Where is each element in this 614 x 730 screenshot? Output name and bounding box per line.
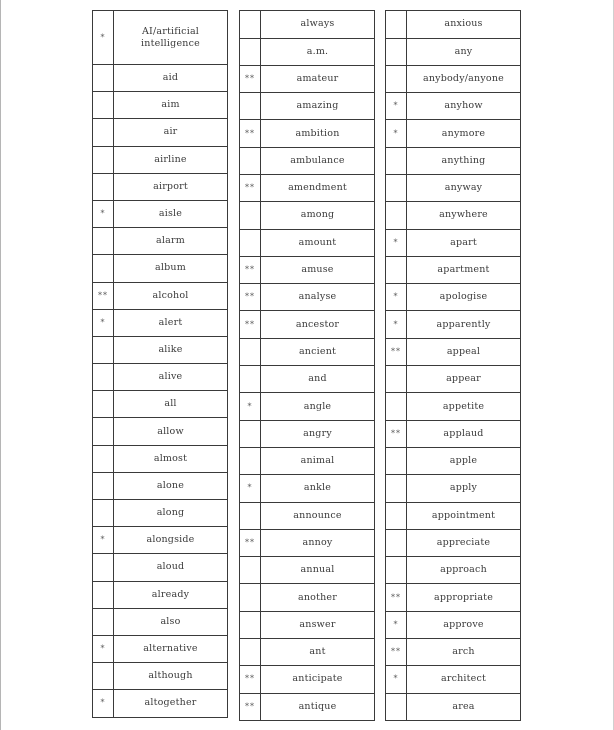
word-cell: already [114, 581, 228, 608]
frequency-mark [386, 11, 407, 39]
frequency-mark: * [93, 11, 114, 65]
word-table-3 [385, 10, 521, 721]
word-row [386, 611, 521, 638]
word-cell: also [114, 608, 228, 635]
word-cell: apply [407, 475, 521, 502]
word-row [386, 338, 521, 365]
frequency-mark [386, 447, 407, 474]
word-row [93, 255, 228, 282]
word-cell: appear [407, 366, 521, 393]
frequency-mark: * [386, 611, 407, 638]
word-cell: ancient [261, 338, 375, 365]
frequency-mark: ** [240, 666, 261, 693]
word-row [93, 663, 228, 690]
word-cell: any [407, 38, 521, 65]
word-cell: apartment [407, 256, 521, 283]
frequency-mark [240, 502, 261, 529]
word-cell: aim [114, 92, 228, 119]
word-cell: applaud [407, 420, 521, 447]
word-cell: announce [261, 502, 375, 529]
word-row [386, 284, 521, 311]
word-cell: aisle [114, 200, 228, 227]
word-row [386, 475, 521, 502]
word-row [240, 202, 375, 229]
frequency-mark [93, 146, 114, 173]
word-cell: annoy [261, 529, 375, 556]
frequency-mark [240, 420, 261, 447]
word-row [240, 666, 375, 693]
frequency-mark [93, 608, 114, 635]
word-cell: AI/artificial intelligence [114, 11, 228, 65]
word-cell: approve [407, 611, 521, 638]
frequency-mark [93, 581, 114, 608]
word-row [240, 529, 375, 556]
word-cell: antique [261, 693, 375, 720]
word-row [386, 693, 521, 720]
word-cell: along [114, 500, 228, 527]
word-cell: appreciate [407, 529, 521, 556]
word-row [93, 173, 228, 200]
word-cell: album [114, 255, 228, 282]
frequency-mark: ** [240, 65, 261, 92]
word-row [386, 38, 521, 65]
word-row [93, 146, 228, 173]
word-cell: alike [114, 336, 228, 363]
word-cell: appointment [407, 502, 521, 529]
word-row [93, 635, 228, 662]
frequency-mark: * [240, 475, 261, 502]
frequency-mark: * [386, 666, 407, 693]
word-cell: amendment [261, 174, 375, 201]
word-row [386, 366, 521, 393]
word-cell: ancestor [261, 311, 375, 338]
word-cell: alert [114, 309, 228, 336]
frequency-mark [93, 391, 114, 418]
word-row [93, 690, 228, 717]
frequency-mark: * [93, 690, 114, 717]
frequency-mark: ** [240, 174, 261, 201]
word-cell: alive [114, 364, 228, 391]
word-row [386, 147, 521, 174]
word-cell: air [114, 119, 228, 146]
word-cell: amazing [261, 93, 375, 120]
word-row [386, 557, 521, 584]
word-cell: apart [407, 229, 521, 256]
frequency-mark: * [386, 311, 407, 338]
frequency-mark [93, 228, 114, 255]
frequency-mark [386, 174, 407, 201]
frequency-mark [93, 336, 114, 363]
word-table-1 [92, 10, 228, 718]
frequency-mark [386, 693, 407, 720]
word-row [386, 393, 521, 420]
word-row [386, 229, 521, 256]
word-cell: angry [261, 420, 375, 447]
frequency-mark [93, 445, 114, 472]
frequency-mark [240, 38, 261, 65]
word-cell: amateur [261, 65, 375, 92]
word-cell: alcohol [114, 282, 228, 309]
word-row [240, 502, 375, 529]
frequency-mark: * [93, 635, 114, 662]
frequency-mark [386, 529, 407, 556]
frequency-mark [386, 393, 407, 420]
word-row [386, 311, 521, 338]
word-cell: almost [114, 445, 228, 472]
word-row [240, 311, 375, 338]
word-cell: alternative [114, 635, 228, 662]
word-cell: alone [114, 472, 228, 499]
frequency-mark [93, 92, 114, 119]
word-cell: analyse [261, 284, 375, 311]
word-cell: apple [407, 447, 521, 474]
word-row [93, 500, 228, 527]
word-row [93, 282, 228, 309]
word-cell: anymore [407, 120, 521, 147]
frequency-mark: ** [386, 584, 407, 611]
frequency-mark [386, 475, 407, 502]
word-row [93, 391, 228, 418]
word-cell: airport [114, 173, 228, 200]
word-cell: a.m. [261, 38, 375, 65]
frequency-mark [240, 338, 261, 365]
word-cell: altogether [114, 690, 228, 717]
word-cell: architect [407, 666, 521, 693]
frequency-mark: * [93, 200, 114, 227]
word-row [240, 584, 375, 611]
frequency-mark [93, 119, 114, 146]
word-cell: appetite [407, 393, 521, 420]
word-cell: always [261, 11, 375, 39]
frequency-mark: ** [93, 282, 114, 309]
word-row [240, 93, 375, 120]
word-row [240, 284, 375, 311]
word-cell: anxious [407, 11, 521, 39]
word-cell: arch [407, 639, 521, 666]
word-row [93, 472, 228, 499]
word-row [93, 418, 228, 445]
word-row [386, 529, 521, 556]
word-cell: aid [114, 65, 228, 92]
word-row [240, 229, 375, 256]
frequency-mark [240, 639, 261, 666]
frequency-mark [386, 38, 407, 65]
word-cell: appeal [407, 338, 521, 365]
word-row [240, 639, 375, 666]
word-cell: anyway [407, 174, 521, 201]
word-row [240, 366, 375, 393]
frequency-mark [386, 366, 407, 393]
word-cell: appropriate [407, 584, 521, 611]
word-row [240, 120, 375, 147]
frequency-mark: ** [240, 529, 261, 556]
word-row [240, 420, 375, 447]
word-cell: area [407, 693, 521, 720]
word-cell: amuse [261, 256, 375, 283]
frequency-mark [93, 65, 114, 92]
word-row [386, 174, 521, 201]
word-cell: allow [114, 418, 228, 445]
word-row [93, 200, 228, 227]
word-row [240, 65, 375, 92]
word-row [386, 447, 521, 474]
word-row [240, 38, 375, 65]
frequency-mark [93, 173, 114, 200]
frequency-mark: ** [240, 256, 261, 283]
word-row [93, 11, 228, 65]
word-row [386, 202, 521, 229]
frequency-mark [93, 418, 114, 445]
word-cell: ankle [261, 475, 375, 502]
frequency-mark: ** [240, 311, 261, 338]
word-row [93, 92, 228, 119]
frequency-mark [240, 229, 261, 256]
frequency-mark [93, 472, 114, 499]
frequency-mark: * [240, 393, 261, 420]
frequency-mark [240, 611, 261, 638]
frequency-mark [240, 11, 261, 39]
word-cell: amount [261, 229, 375, 256]
frequency-mark: * [386, 229, 407, 256]
word-row [240, 11, 375, 39]
word-row [240, 147, 375, 174]
word-cell: alongside [114, 527, 228, 554]
word-cell: angle [261, 393, 375, 420]
frequency-mark: ** [386, 338, 407, 365]
frequency-mark [240, 93, 261, 120]
word-cell: annual [261, 557, 375, 584]
word-row [240, 475, 375, 502]
word-cell: anywhere [407, 202, 521, 229]
word-row [93, 65, 228, 92]
frequency-mark [386, 147, 407, 174]
word-row [240, 174, 375, 201]
word-row [240, 256, 375, 283]
word-cell: anything [407, 147, 521, 174]
word-row [386, 639, 521, 666]
frequency-mark [93, 364, 114, 391]
word-row [93, 554, 228, 581]
word-row [93, 608, 228, 635]
word-cell: although [114, 663, 228, 690]
frequency-mark: * [386, 120, 407, 147]
frequency-mark [386, 557, 407, 584]
word-row [240, 393, 375, 420]
word-row [386, 65, 521, 92]
word-cell: approach [407, 557, 521, 584]
word-cell: alarm [114, 228, 228, 255]
frequency-mark [240, 557, 261, 584]
word-row [386, 666, 521, 693]
word-cell: answer [261, 611, 375, 638]
word-row [386, 93, 521, 120]
word-row [93, 119, 228, 146]
frequency-mark [240, 584, 261, 611]
frequency-mark: * [386, 284, 407, 311]
frequency-mark: * [93, 309, 114, 336]
word-cell: apparently [407, 311, 521, 338]
word-cell: ambition [261, 120, 375, 147]
frequency-mark: ** [240, 120, 261, 147]
word-cell: aloud [114, 554, 228, 581]
word-row [93, 336, 228, 363]
word-row [93, 581, 228, 608]
word-table-2 [239, 10, 375, 721]
word-row [386, 584, 521, 611]
word-row [240, 611, 375, 638]
word-row [386, 11, 521, 39]
page-edge-left [0, 0, 1, 730]
word-row [93, 364, 228, 391]
word-row [386, 256, 521, 283]
frequency-mark: * [386, 93, 407, 120]
frequency-mark [386, 202, 407, 229]
word-row [93, 309, 228, 336]
frequency-mark: ** [386, 420, 407, 447]
word-row [386, 120, 521, 147]
frequency-mark [93, 554, 114, 581]
word-row [93, 228, 228, 255]
frequency-mark [240, 366, 261, 393]
word-row [240, 447, 375, 474]
word-cell: another [261, 584, 375, 611]
word-cell: apologise [407, 284, 521, 311]
word-row [240, 338, 375, 365]
frequency-mark [240, 447, 261, 474]
word-row [93, 445, 228, 472]
frequency-mark [93, 500, 114, 527]
frequency-mark [386, 502, 407, 529]
word-cell: airline [114, 146, 228, 173]
word-cell: animal [261, 447, 375, 474]
word-row [386, 420, 521, 447]
word-cell: anybody/anyone [407, 65, 521, 92]
frequency-mark: * [93, 527, 114, 554]
word-cell: all [114, 391, 228, 418]
frequency-mark: ** [240, 284, 261, 311]
frequency-mark [386, 256, 407, 283]
word-row [240, 557, 375, 584]
word-cell: anyhow [407, 93, 521, 120]
word-cell: ambulance [261, 147, 375, 174]
word-cell: among [261, 202, 375, 229]
frequency-mark [93, 663, 114, 690]
frequency-mark [386, 65, 407, 92]
frequency-mark [93, 255, 114, 282]
frequency-mark: ** [240, 693, 261, 720]
word-cell: and [261, 366, 375, 393]
word-row [240, 693, 375, 720]
word-cell: ant [261, 639, 375, 666]
frequency-mark [240, 147, 261, 174]
word-row [386, 502, 521, 529]
frequency-mark: ** [386, 639, 407, 666]
frequency-mark [240, 202, 261, 229]
word-row [93, 527, 228, 554]
word-cell: anticipate [261, 666, 375, 693]
